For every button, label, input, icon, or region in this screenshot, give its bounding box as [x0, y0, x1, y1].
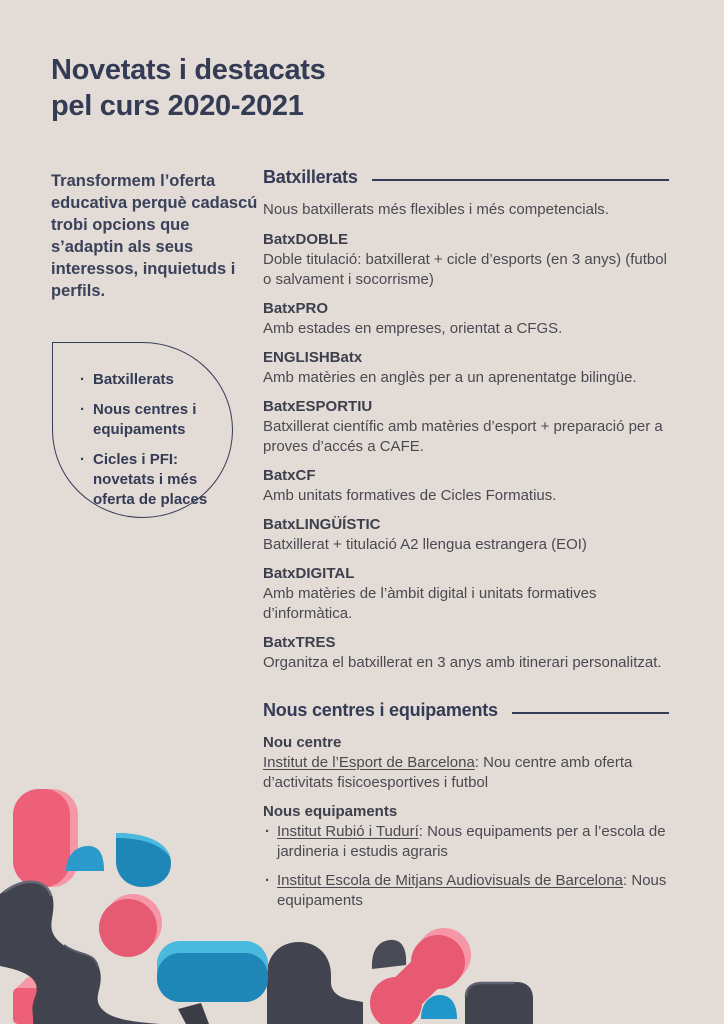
program-title: BatxLINGÜÍSTIC — [263, 516, 381, 533]
program-text: Amb matèries en anglès per a un aprenentatge bilingüe. — [263, 369, 637, 386]
program-title: BatxESPORTIU — [263, 398, 373, 415]
index-drop-bubble — [52, 342, 233, 518]
section-batxillerats-heading-row — [263, 167, 669, 188]
program-title: BatxDIGITAL — [263, 565, 355, 582]
program-item — [263, 230, 669, 290]
section-batxillerats-lead: Nous batxillerats més flexibles i més competencials. — [263, 201, 609, 218]
institut-rubio-tuduri-link[interactable]: Institut Rubió i Tudurí — [277, 823, 419, 840]
section-nous-centres-heading-row — [263, 700, 669, 721]
program-item — [263, 299, 669, 339]
program-title: BatxTRES — [263, 634, 336, 651]
dark-arch-shape — [267, 942, 363, 1024]
page-title — [51, 52, 325, 124]
pink-slab-shape — [13, 789, 78, 887]
institut-mitjans-audiovisuals-link[interactable]: Institut Escola de Mitjans Audiovisuals de Barcelona — [277, 872, 624, 889]
program-text: Batxillerat + titulació A2 llengua estrangera (EOI) — [263, 536, 587, 553]
program-item — [263, 633, 669, 673]
program-item — [263, 564, 669, 624]
blue-teardrop-shape — [116, 833, 171, 887]
program-item — [263, 515, 669, 555]
intro-paragraph: Transformem l’oferta educativa perquè cadascú trobi opcions que s’adaptin als seus interessos, inquietuds i perfils. — [51, 172, 258, 300]
program-item — [263, 466, 669, 506]
heading-rule — [512, 712, 669, 714]
dark-parallelogram-shape — [178, 1003, 209, 1024]
page-title-line1: Novetats i destacats — [51, 54, 326, 86]
heading-rule — [372, 179, 669, 181]
pink-cylinder-shape — [99, 894, 162, 957]
group-title: Nous equipaments — [263, 803, 398, 820]
decorative-3d-shapes — [0, 779, 560, 1024]
program-text: Amb matèries de l’àmbit digital i unitats formatives d’informàtica. — [263, 585, 597, 622]
bubble-item-nous-centres: · Nous centres i equipaments — [80, 400, 218, 440]
program-item — [263, 397, 669, 457]
program-title: BatxDOBLE — [263, 231, 349, 248]
small-dark-dome-shape — [372, 940, 406, 969]
blue-rect-shape — [157, 941, 268, 1002]
section-nous-centres-heading: Nous centres i equipaments — [263, 700, 498, 720]
program-item — [263, 348, 669, 388]
entry-description: : Nous equipaments per a l’escola de jardineria i estudis agraris — [277, 823, 666, 860]
institut-esport-barcelona-link[interactable]: Institut de l’Esport de Barcelona — [263, 754, 475, 771]
page-title-line2: pel curs 2020-2021 — [51, 90, 304, 122]
entry-description: : Nous equipaments — [277, 872, 667, 909]
program-text: Amb unitats formatives de Cicles Formatius. — [263, 487, 557, 504]
bubble-item-batxillerats: · Batxillerats — [80, 370, 218, 390]
group-title: Nou centre — [263, 734, 342, 751]
program-title: BatxPRO — [263, 300, 329, 317]
dark-rect-shape — [465, 982, 533, 1024]
program-text: Batxillerat científic amb matèries d’esport + preparació per a proves d’accés a CAFE. — [263, 418, 663, 455]
program-text: Doble titulació: batxillerat + cicle d’esports (en 3 anys) (futbol o salvament i socorrisme) — [263, 251, 667, 288]
program-text: Amb estades en empreses, orientat a CFGS. — [263, 320, 563, 337]
section-batxillerats — [263, 167, 669, 673]
section-batxillerats-heading: Batxillerats — [263, 167, 358, 187]
bubble-item-cicles-pfi: · Cicles i PFI: novetats i més oferta de places — [80, 450, 218, 510]
program-text: Organitza el batxillerat en 3 anys amb itinerari personalitzat. — [263, 654, 662, 671]
program-title: BatxCF — [263, 467, 316, 484]
entry-description: : Nou centre amb oferta d’activitats fisicoesportives i futbol — [263, 754, 633, 791]
program-title: ENGLISHBatx — [263, 349, 363, 366]
